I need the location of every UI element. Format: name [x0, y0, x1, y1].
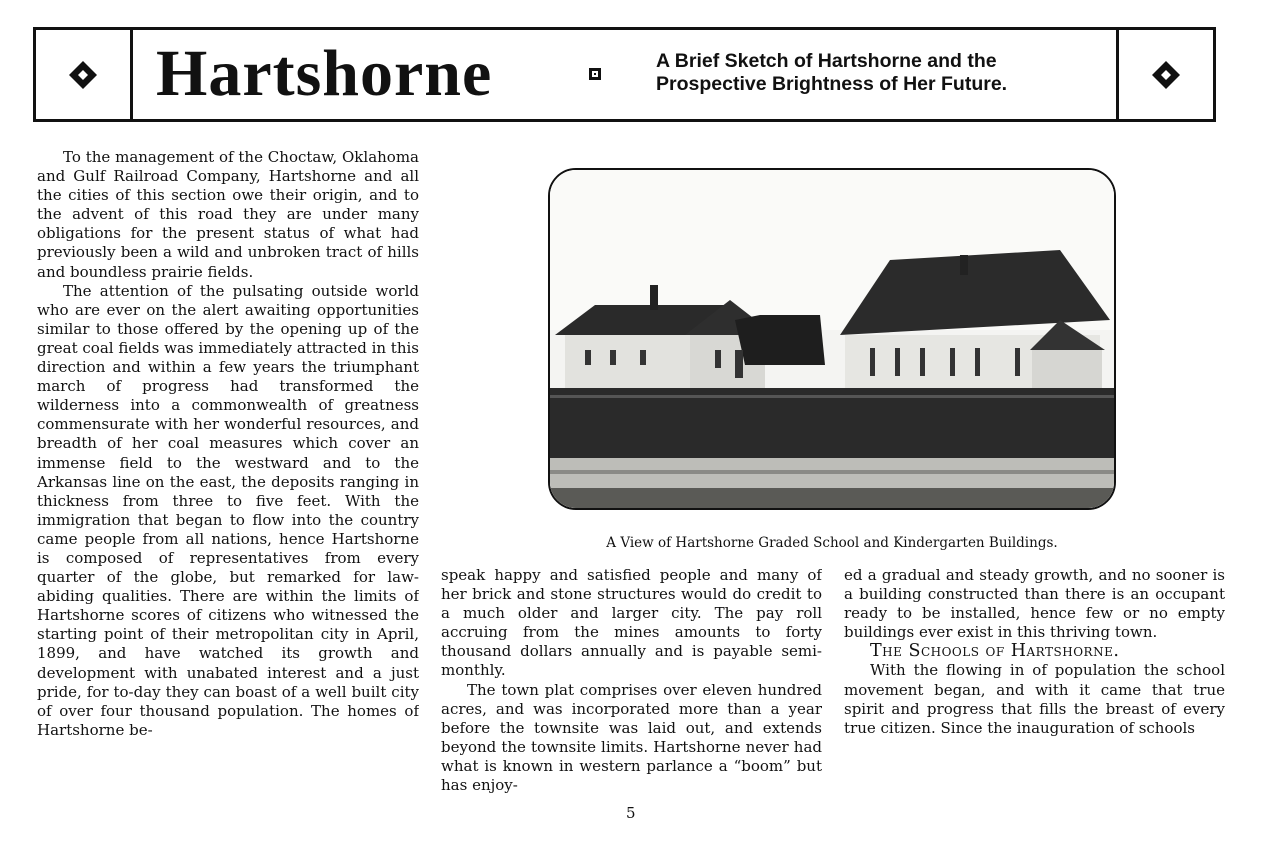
school-buildings-image: [550, 170, 1114, 508]
diamond-ornament-icon: [1151, 60, 1181, 90]
article-column-3: [844, 566, 1225, 798]
paragraph: The town plat comprises over eleven hundred acres, and was incorporated more than a year before the townsite was laid out, and extends beyond the townsite limits. Hartshorne never had what is known in western parlance a “boom” but has enjoy-: [441, 680, 822, 795]
title-banner: [33, 27, 1216, 122]
page-title: Hartshorne: [156, 37, 493, 110]
school-photo: [548, 168, 1116, 510]
banner-right-panel: [1116, 30, 1213, 119]
photo-caption: A View of Hartshorne Graded School and Kindergarten Buildings.: [606, 535, 1058, 551]
subtitle-line-2: Prospective Brightness of Her Future.: [656, 73, 1008, 95]
article-column-1: [37, 148, 419, 798]
square-ornament-icon: [588, 67, 602, 81]
section-heading: The Schools of Hartshorne.: [870, 641, 1120, 662]
subtitle: [656, 50, 1116, 96]
subtitle-line-1: A Brief Sketch of Hartshorne and the: [656, 50, 997, 72]
paragraph: speak happy and satisfied people and many of her brick and stone structures would do credit to a much older and larger city. The pay roll accruing from the mines amounts to forty thousand dollars annually and is payable semi-monthly.: [441, 566, 822, 680]
paragraph: The attention of the pulsating outside world who are ever on the alert awaiting opportunities similar to those offered by the opening up of the great coal fields was immediately attracted in this direction and within a few years the triumphant march of progress had transformed the wilderness into a commonwealth of greatness commensurate with her wonderful resources, and breadth of her coal measures which cover an immense field to the westward and to the Arkansas line on the east, the deposits ranging in thickness from three to five feet. With the immigration that began to flow into the country came people from all nations, hence Hartshorne is composed of representatives from every quarter of the globe, but remarked for law-abiding qualities. There are within the limits of Hartshorne scores of citizens who witnessed the starting point of their metropolitan city in April, 1899, and have watched its growth and development with unabated interest and a just pride, for to-day they can boast of a well built city of over four thousand population. The homes of Hartshorne be-: [37, 281, 419, 739]
banner-left-panel: [36, 30, 133, 119]
paragraph: To the management of the Choctaw, Oklahoma and Gulf Railroad Company, Hartshorne and all the cities of this section owe their origin, and to the advent of this road they are under many obligations for the present status of what had previously been a wild and unbroken tract of hills and boundless prairie fields.: [37, 148, 419, 281]
paragraph: ed a gradual and steady growth, and no sooner is a building constructed than there is an occupant ready to be installed, hence few or no empty buildings ever exist in this thriving town.: [844, 566, 1225, 642]
diamond-ornament-icon: [68, 60, 98, 90]
page-number: 5: [626, 804, 636, 822]
article-column-2: [441, 566, 822, 798]
paragraph: With the flowing in of population the school movement began, and with it came that true spirit and progress that fills the breast of every true citizen. Since the inauguration of schools: [844, 661, 1225, 737]
